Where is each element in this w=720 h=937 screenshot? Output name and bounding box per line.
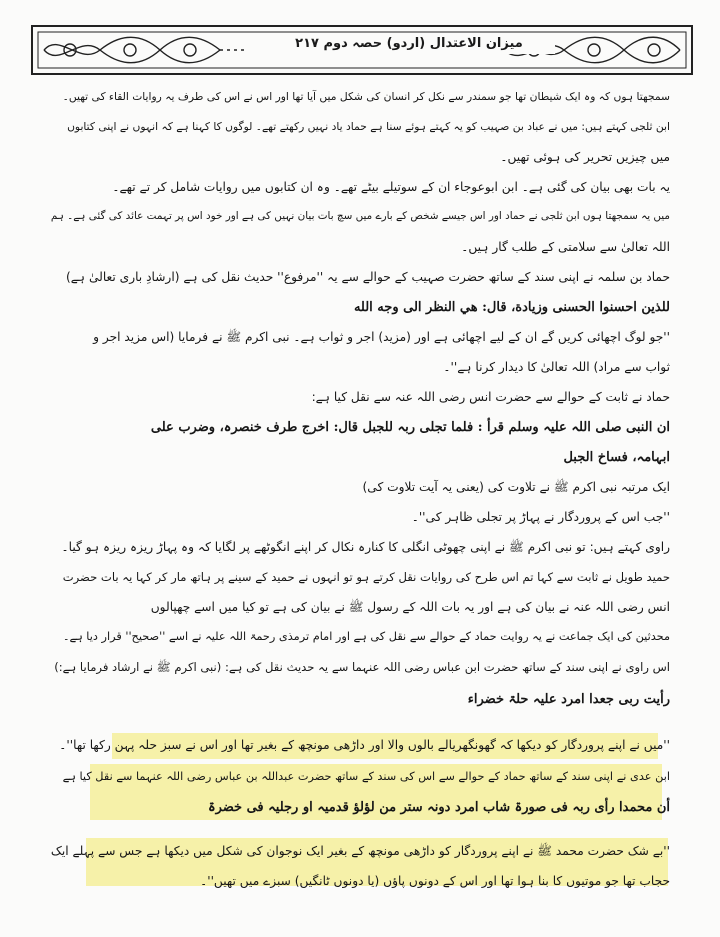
arabic-line: ابہامہ، فساخ الجبل: [563, 450, 670, 465]
highlighted-text-line: ''بے شک حضرت محمد ﷺ نے اپنے پروردگار کو داڑھی مونچھ کے بغیر ایک نوجوان کی شکل میں دیکھا ہے جس سے پہلے ایک: [50, 844, 670, 858]
page-number: ۲۱۷: [295, 36, 319, 51]
arabic-line: للذين احسنوا الحسنى وزيادة، قال: هي النظر الى وجه الله: [353, 300, 670, 315]
highlighted-arabic-line: أن محمدا رأی ربہ فی صورۃ شاب امرد دونہ ستر من لؤلؤ قدمیہ او رجلیہ فی خضرۃ: [207, 800, 670, 815]
text-line: راوی کہتے ہیں: تو نبی اکرم ﷺ نے اپنی چھوٹی انگلی کا کنارہ نکال کر اپنے انگوٹھے پر لگایا کہ وہ پہاڑ ریزہ ریزہ ہو گیا۔: [61, 540, 670, 554]
highlighted-text-line: ابن عدی نے اپنی سند کے ساتھ حماد کے حوالے سے اس کی سند کے ساتھ حضرت عبداللہ بن عباس رضی اللہ عنہما سے نقل کیا ہے: [62, 770, 670, 783]
text-line: اس راوی نے اپنی سند کے ساتھ حضرت ابن عباس رضی اللہ عنہما سے یہ حدیث نقل کی ہے: (نبی اکرم ﷺ نے ارشاد فرمایا ہے:): [54, 660, 670, 674]
highlighted-text-line: حجاب تھا جو موتیوں کا بنا ہوا تھا اور اس کے دونوں پاؤں (یا دونوں ٹانگیں) سبزے میں تھیں''۔: [200, 874, 670, 888]
text-line: ''جب اس کے پروردگار نے پہاڑ پر تجلی ظاہر کی''۔: [411, 510, 670, 524]
page-title: میزان الاعتدال (اردو) حصہ دوم: [323, 36, 523, 51]
text-line: حمید طویل نے ثابت سے کہا تم اس طرح کی روایات نقل کرتے ہو تو انہوں نے حمید کے سینے پر ہاتھ مار کر کہا یہ بات حضرت: [62, 570, 670, 584]
arabic-line: رأیت ربی جعدا امرد علیہ حلۃ خضراء: [467, 692, 670, 707]
page-header: [245, 34, 555, 54]
arabic-line: ان النبی صلی اللہ علیہ وسلم قرأ : فلما تجلی ربہ للجبل قال: اخرج طرف خنصرہ، وضرب علی: [150, 420, 670, 435]
text-line: یہ بات بھی بیان کی گئی ہے۔ ابن ابوعوجاء ان کے سوتیلے بیٹے تھے۔ وہ ان کتابوں میں روایات شامل کر تے تھے۔: [112, 180, 670, 194]
text-line: سمجھتا ہوں کہ وہ ایک شیطان تھا جو سمندر سے نکل کر انسان کی شکل میں آیا تھا اور اس نے اس کی طرف یہ روایات القاء کی تھیں۔: [62, 90, 670, 103]
text-line: ثواب سے مراد) اللہ تعالیٰ کا دیدار کرنا ہے''۔: [443, 360, 670, 374]
text-line: میں چیزیں تحریر کی ہوئی تھیں۔: [500, 150, 670, 164]
text-line: میں یہ سمجھتا ہوں ابن ثلجی نے حماد اور اس جیسے شخص کے بارے میں سچ بات بیان نہیں کی ہے اور خود اس پر تہمت عائد کی گئی ہے۔ ہم: [50, 210, 670, 222]
text-line: ایک مرتبہ نبی اکرم ﷺ نے تلاوت کی (یعنی یہ آیت تلاوت کی): [362, 480, 670, 494]
text-line: حماد نے ثابت کے حوالے سے حضرت انس رضی اللہ عنہ سے نقل کیا ہے:: [311, 390, 670, 404]
text-line: اللہ تعالیٰ سے سلامتی کے طلب گار ہیں۔: [461, 240, 670, 254]
text-line: محدثین کی ایک جماعت نے یہ روایت حماد کے حوالے سے نقل کی ہے اور امام ترمذی رحمۃ اللہ علیہ نے اسے ''صحیح'' قرار دیا ہے۔: [62, 630, 670, 643]
text-line: ابن ثلجی کہتے ہیں: میں نے عباد بن صہیب کو یہ کہتے ہوئے سنا ہے حماد یاد نہیں رکھتے تھے۔ لوگوں کا کہنا ہے کہ انہوں نے اپنی کتابوں: [67, 120, 670, 133]
text-line: حماد بن سلمہ نے اپنی سند کے ساتھ حضرت صہیب کے حوالے سے یہ ''مرفوع'' حدیث نقل کی ہے (ارشادِ باری تعالیٰ ہے): [66, 270, 670, 284]
text-line: ''جو لوگ اچھائی کریں گے ان کے لیے اچھائی ہے اور (مزید) اجر و ثواب ہے۔ نبی اکرم ﷺ نے فرمایا (اس مزید اجر و: [93, 330, 670, 344]
highlighted-text-line: ''میں نے اپنے پروردگار کو دیکھا کہ گھونگھریالے بالوں والا اور داڑھی مونچھ کے بغیر تھا اور اس نے سبز حلہ پہن رکھا تھا''۔: [59, 738, 670, 752]
text-line: انس رضی اللہ عنہ نے بیان کی ہے اور یہ بات اللہ کے رسول ﷺ نے بیان کی ہے تو کیا میں اسے چھپالوں: [150, 600, 670, 614]
